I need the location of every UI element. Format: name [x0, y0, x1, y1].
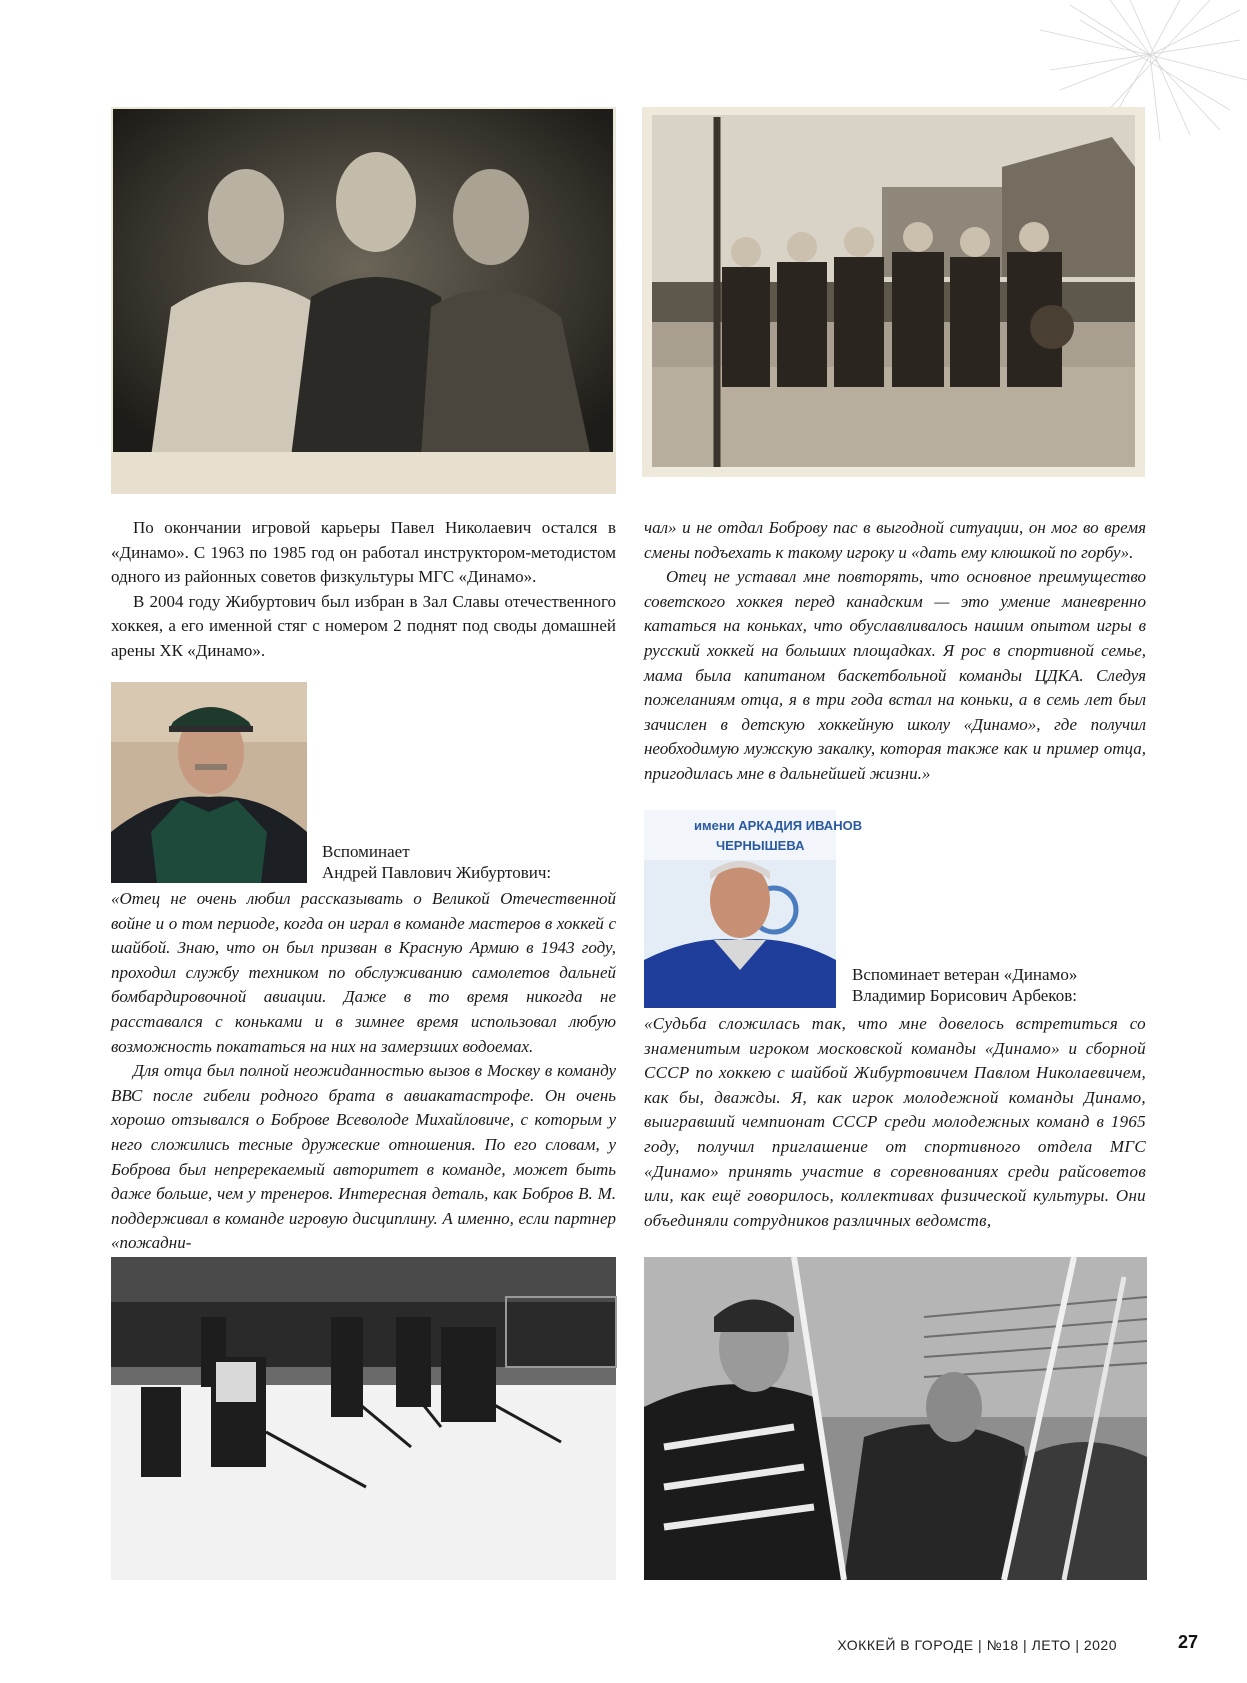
magazine-title: ХОККЕЙ В ГОРОДЕ: [837, 1637, 974, 1653]
career-text: [111, 516, 616, 664]
quote-continuation: [644, 516, 1146, 787]
issue-year: 2020: [1083, 1637, 1117, 1653]
page-number: 27: [1178, 1632, 1199, 1652]
quote-paragraph: Для отца был полной неожиданностью вызов в Москву в команду ВВС после гибели родного брата в авиакатастрофе. Он очень хорошо отзывался о Боброве Всеволоде Михайловиче, с которым у него сложились тесные дружеские отношения. По его словам, у Боброва был непререкаемый авторитет в команде, может быть даже больше, чем у тренеров. Интересная деталь, как Бобров В. М. поддерживал в команде игровую дисциплину. А именно, если партнер «пожадни-: [111, 1061, 616, 1253]
caption-line: Вспоминает ветеран «Динамо»: [852, 965, 1078, 984]
quote-andrei: [111, 887, 616, 1256]
portrait-vladimir-arbekov: [644, 810, 863, 1008]
quote-paragraph: «Судьба сложилась так, что мне довелось встретиться со знаменитым игроком московской команды «Динамо» и сборной СССР по хоккею с шайбой Жибуртовичем Павлом Николаевичем, как бы, дважды. Я, как игрок молодежной команды Динамо, выигравший чемпионат СССР среди молодежных команд в 1965 году, получил приглашение от спортивного отдела МГС «Динамо» принять участие в соревнованиях среди райсоветов или, как ещё говорилось, коллективах физической культуры. Они объединяли сотрудников различных ведомств,: [644, 1014, 1146, 1230]
photo-players-bench: [644, 1257, 1147, 1580]
quote-paragraph: «Отец не очень любил рассказывать о Великой Отечественной войне и о том периоде, когда он играл в команде мастеров в хоккей с шайбой. Знаю, что он был призван в Красную Армию в 1943 году, проходил службу техником по обслуживанию самолетов дальней бомбардировочной авиации. Даже в то время никогда не расставался с коньками и в зимнее время использовал любую возможность покататься на них на замерзших водоемах.: [111, 889, 616, 1056]
photo-three-men: [111, 107, 616, 494]
banner-line2: ЧЕРНЫШЕВА: [716, 838, 805, 853]
career-paragraph: В 2004 году Жибуртович был избран в Зал Славы отечественного хоккея, а его именной стяг с номером 2 поднят под своды домашней арены ХК «Динамо».: [111, 591, 616, 660]
quote-vladimir: [644, 1012, 1146, 1233]
caption-name: Владимир Борисович Арбеков:: [852, 986, 1077, 1005]
caption-vladimir: [852, 964, 1077, 1006]
quote-paragraph: чал» и не отдал Боброву пас в выгодной ситуации, он мог во время смены подъехать к такому игроку и «дать ему клюшкой по горбу».: [644, 518, 1146, 562]
career-paragraph: По окончании игровой карьеры Павел Николаевич остался в «Динамо». С 1963 по 1985 год он работал инструктором-методистом одного из районных советов физкультуры МГС «Динамо».: [111, 518, 616, 587]
issue-number: №18: [986, 1637, 1019, 1653]
caption-name: Андрей Павлович Жибуртович:: [322, 863, 552, 882]
photo-hockey-game: [111, 1257, 616, 1580]
caption-line: Вспоминает: [322, 842, 410, 861]
issue-season: ЛЕТО: [1031, 1637, 1071, 1653]
portrait-andrei-zhiburtovich: [111, 682, 307, 883]
quote-paragraph: Отец не уставал мне повторять, что основное преимущество советского хоккея перед канадским — это умение маневренно кататься на коньках, что обуславливалось нашим опытом игры в русский хоккей на больших площадках. Я рос в спортивной семье, мама была капитаном баскетбольной команды ЦДКА. Следуя пожеланиям отца, я в три года встал на коньки, а в семь лет был зачислен в детскую хоккейную школу «Динамо», где получил необходимую мужскую закалку, которая также как и пример отца, пригодилась мне в дальнейшей жизни.»: [644, 567, 1146, 783]
page-footer: ХОККЕЙ В ГОРОДЕ | №18 | ЛЕТО | 2020: [837, 1637, 1117, 1653]
photo-women-team: [642, 107, 1145, 477]
banner-line1: имени АРКАДИЯ ИВАНОВ: [694, 818, 863, 833]
caption-andrei: [322, 841, 551, 883]
